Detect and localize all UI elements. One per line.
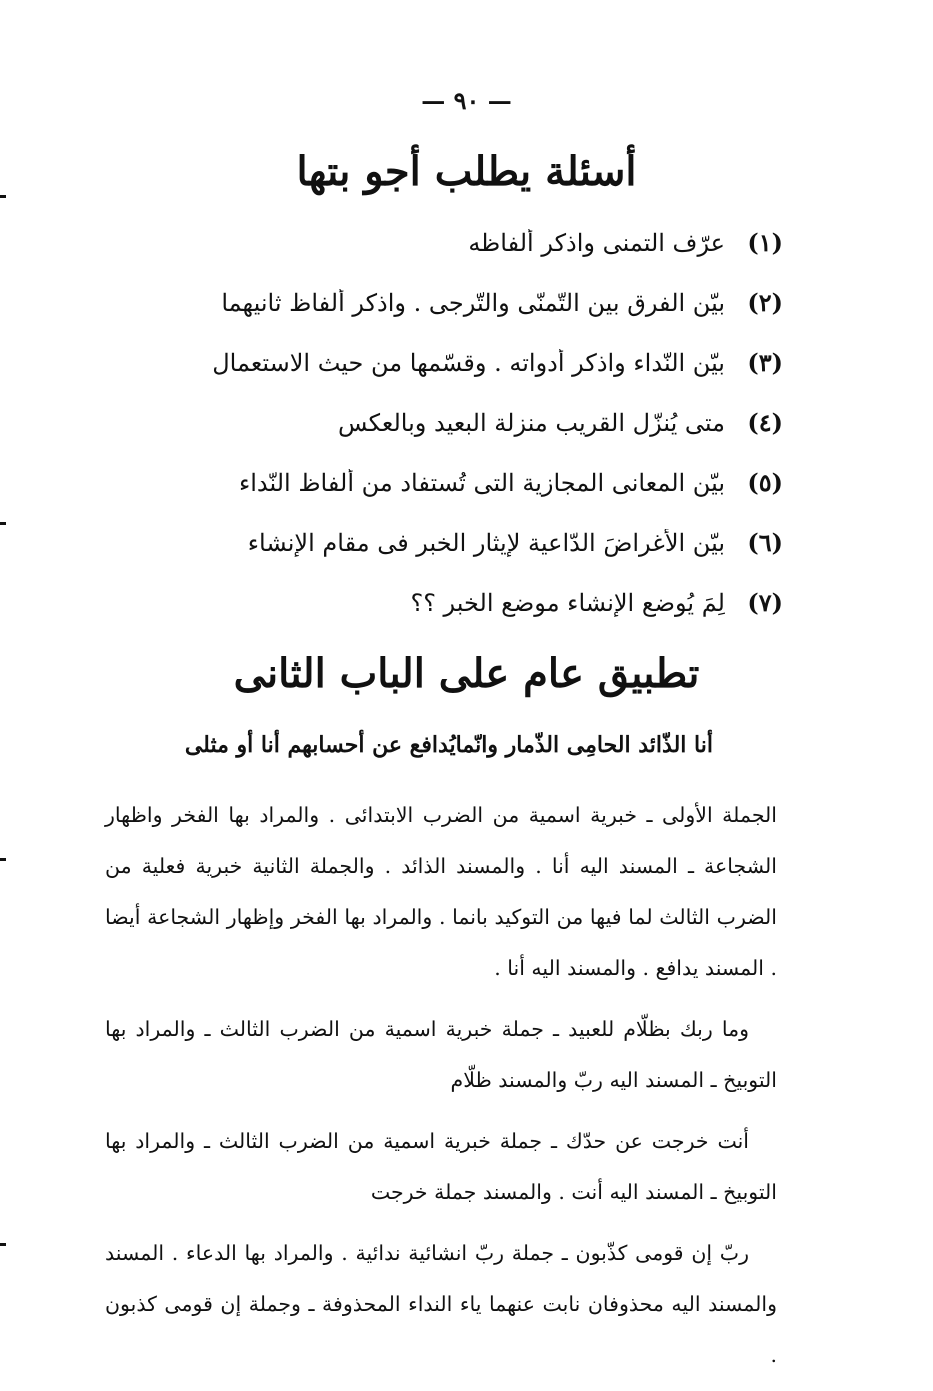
question-text: بيّن المعانى المجازية التى تُستفاد من ألفاظ النّداء (238, 469, 725, 497)
question-number: (٦) (747, 528, 783, 557)
question-text: متى يُنزّل القريب منزلة البعيد وبالعكس (338, 409, 725, 437)
question-item (143, 468, 783, 528)
questions-list (143, 228, 783, 648)
question-number: (٧) (747, 588, 783, 617)
questions-heading: أسئلة يطلب أجو بتها (296, 148, 637, 195)
scan-margin-mark (0, 1243, 6, 1246)
question-item (143, 588, 783, 648)
analysis-paragraph: الجملة الأولى ـ خبرية اسمية من الضرب الابتدائى . والمراد بها الفخر واظهار الشجاعة ـ المسند اليه أنا . والمسند الذائد . والجملة الثانية خبرية فعلية من الضرب الثالث لما فيها من التوكيد بانما . والمراد بها الفخر وإظهار الشجاعة أيضا . المسند يدافع . والمسند اليه أنا . (105, 803, 777, 980)
scan-margin-mark (0, 522, 6, 525)
question-number: (٢) (747, 288, 783, 317)
question-text: بيّن الفرق بين التّمنّى والتّرجى . واذكر ألفاظ ثانيهما (221, 289, 725, 317)
question-number: (٥) (747, 468, 783, 497)
scan-margin-mark (0, 195, 6, 198)
page-number: — ٩٠ — (421, 86, 512, 115)
question-number: (٣) (747, 348, 783, 377)
question-item (143, 528, 783, 588)
analysis-paragraph: أنت خرجت عن حدّك ـ جملة خبرية اسمية من الضرب الثالث ـ والمراد بها التوبيخ ـ المسند اليه أنت . والمسند جملة خرجت (105, 1129, 777, 1204)
verse-second-hemistich: يُدافع عن أحسابهم أنا أو مثلى (184, 732, 456, 758)
question-text: لِمَ يُوضع الإنشاء موضع الخبر ؟؟ (410, 589, 725, 617)
question-item (143, 408, 783, 468)
analysis-paragraph: وما ربك بظلّام للعبيد ـ جملة خبرية اسمية من الضرب الثالث ـ والمراد بها التوبيخ ـ المسند اليه ربّ والمسند ظلّام (105, 1017, 777, 1092)
scan-margin-mark (0, 858, 6, 861)
question-text: بيّن الأغراضَ الدّاعية لإيثار الخبر فى مقام الإنشاء (247, 529, 725, 557)
question-text: عرّف التمنى واذكر ألفاظه (468, 229, 725, 257)
question-number: (١) (747, 228, 783, 257)
question-number: (٤) (747, 408, 783, 437)
question-item (143, 288, 783, 348)
question-item (143, 228, 783, 288)
question-item (143, 348, 783, 408)
poetry-verse (184, 732, 713, 758)
analysis-text (105, 790, 777, 1391)
question-text: بيّن النّداء واذكر أدواته . وقسّمها من حيث الاستعمال (212, 349, 725, 377)
verse-first-hemistich: أنا الذّائد الحامِى الذّمار وانّما (455, 732, 713, 758)
application-heading: تطبيق عام على الباب الثانى (233, 650, 700, 697)
analysis-paragraph: ربّ إن قومى كذّبون ـ جملة ربّ انشائية ندائية . والمراد بها الدعاء . المسند والمسند اليه محذوفان نابت عنهما ياء النداء المحذوفة ـ وجملة إن قومى كذبون . (105, 1241, 777, 1367)
